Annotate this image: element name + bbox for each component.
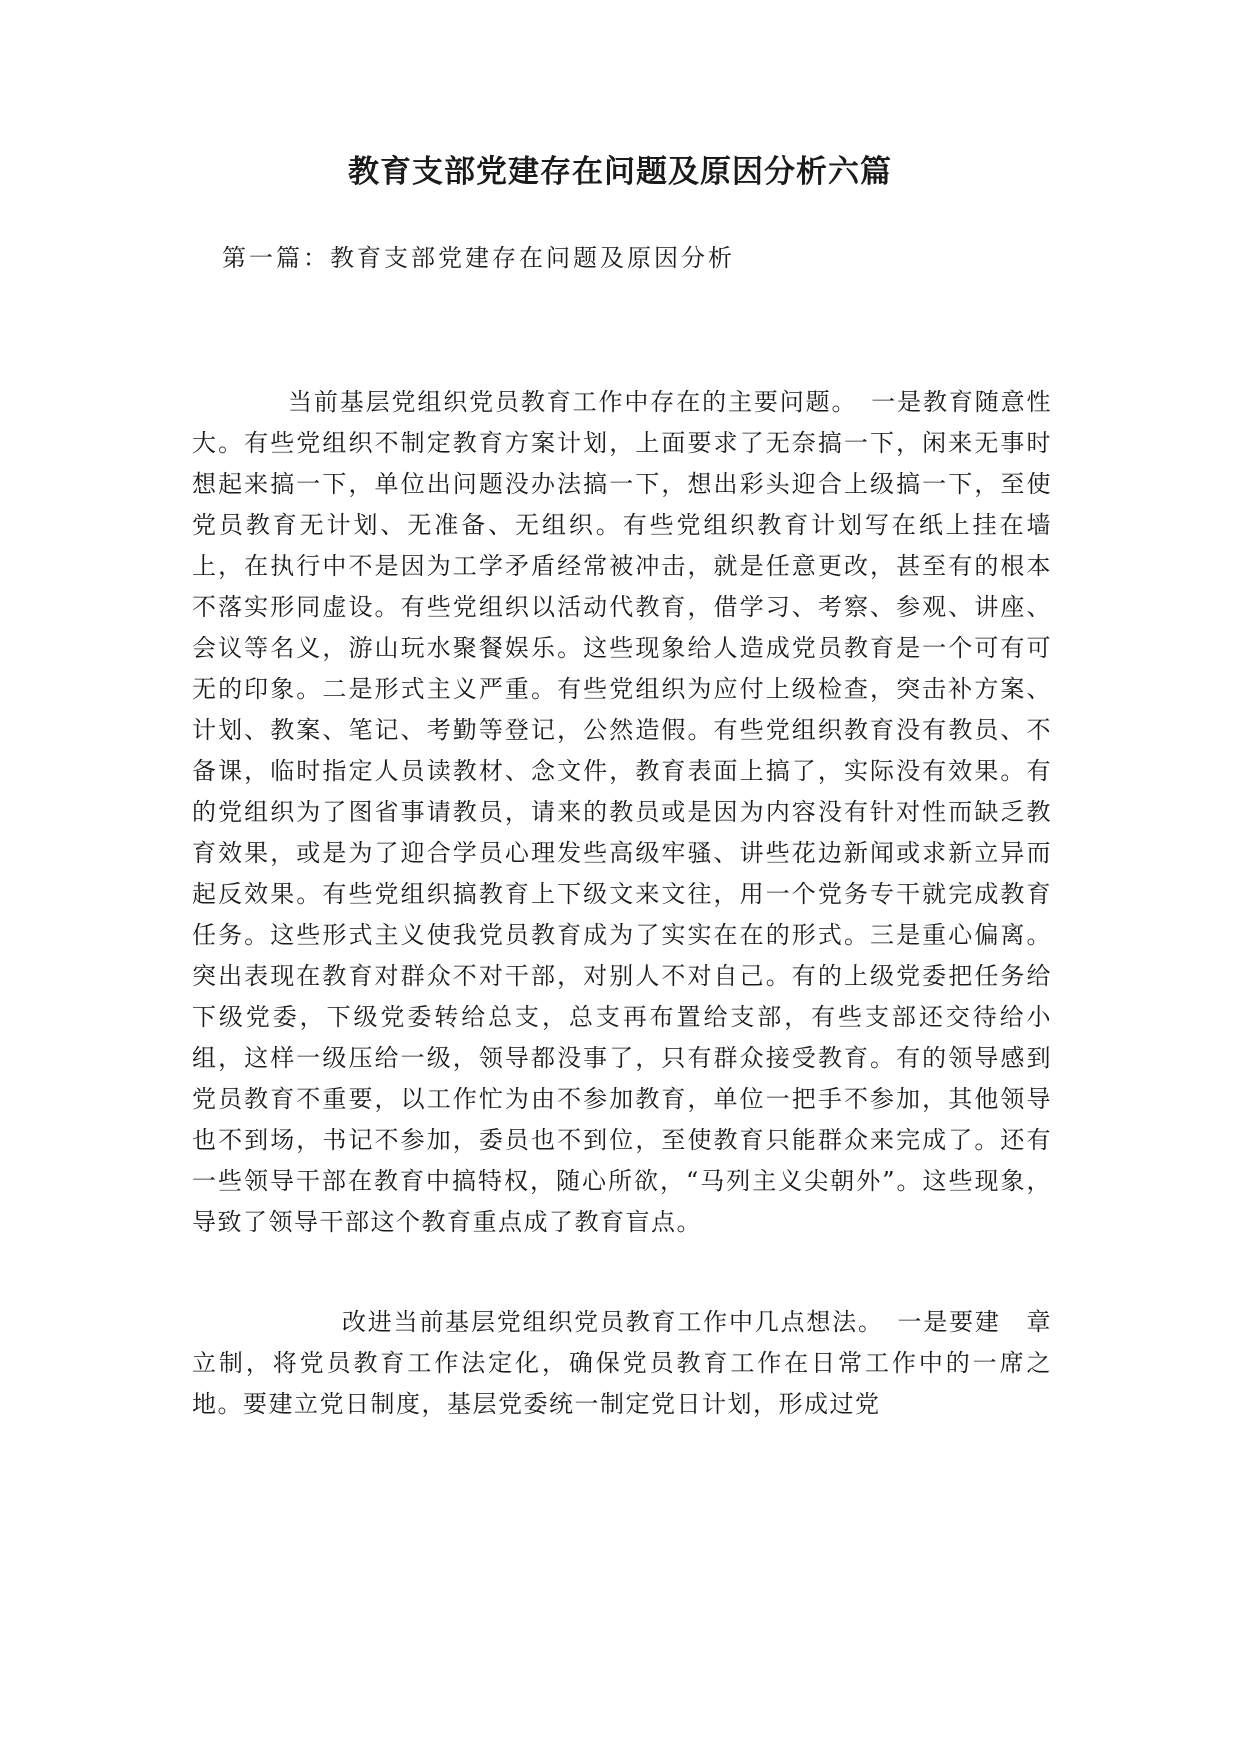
document-title: 教育支部党建存在问题及原因分析六篇 [348,154,892,190]
section-heading: 第一篇：教育支部党建存在问题及原因分析 [222,244,735,272]
body-paragraph-2: 改进当前基层党组织党员教育工作中几点想法。 一是要建 章立制，将党员教育工作法定化，确保党员教育工作在日常工作中的一席之地。要建立党日制度，基层党委统一制定党日计划，形成过党 [192,1308,1052,1418]
body-paragraph-1: 当前基层党组织党员教育工作中存在的主要问题。 一是教育随意性大。有些党组织不制定教育方案计划，上面要求了无奈搞一下，闲来无事时想起来搞一下，单位出问题没办法搞一下，想出彩头迎合上级搞一下，至使党员教育无计划、无准备、无组织。有些党组织教育计划写在纸上挂在墙上，在执行中不是因为工学矛盾经常被冲击，就是任意更改，甚至有的根本不落实形同虚设。有些党组织以活动代教育，借学习、考察、参观、讲座、会议等名义，游山玩水聚餐娱乐。这些现象给人造成党员教育是一个可有可无的印象。二是形式主义严重。有些党组织为应付上级检查，突击补方案、计划、教案、笔记、考勤等登记，公然造假。有些党组织教育没有教员、不备课，临时指定人员读教材、念文件，教育表面上搞了，实际没有效果。有的党组织为了图省事请教员，请来的教员或是因为内容没有针对性而缺乏教育效果，或是为了迎合学员心理发些高级牢骚、讲些花边新闻或求新立异而起反效果。有些党组织搞教育上下级文来文往，用一个党务专干就完成教育任务。这些形式主义使我党员教育成为了实实在在的形式。三是重心偏离。突出表现在教育对群众不对干部，对别人不对自己。有的上级党委把任务给下级党委，下级党委转给总支，总支再布置给支部，有些支部还交待给小组，这样一级压给一级，领导都没事了，只有群众接受教育。有的领导感到党员教育不重要，以工作忙为由不参加教育，单位一把手不参加，其他领导也不到场，书记不参加，委员也不到位，至使教育只能群众来完成了。还有一些领导干部在教育中搞特权，随心所欲，“马列主义尖朝外”。这些现象，导致了领导干部这个教育重点成了教育盲点。 [192,388,1052,1236]
